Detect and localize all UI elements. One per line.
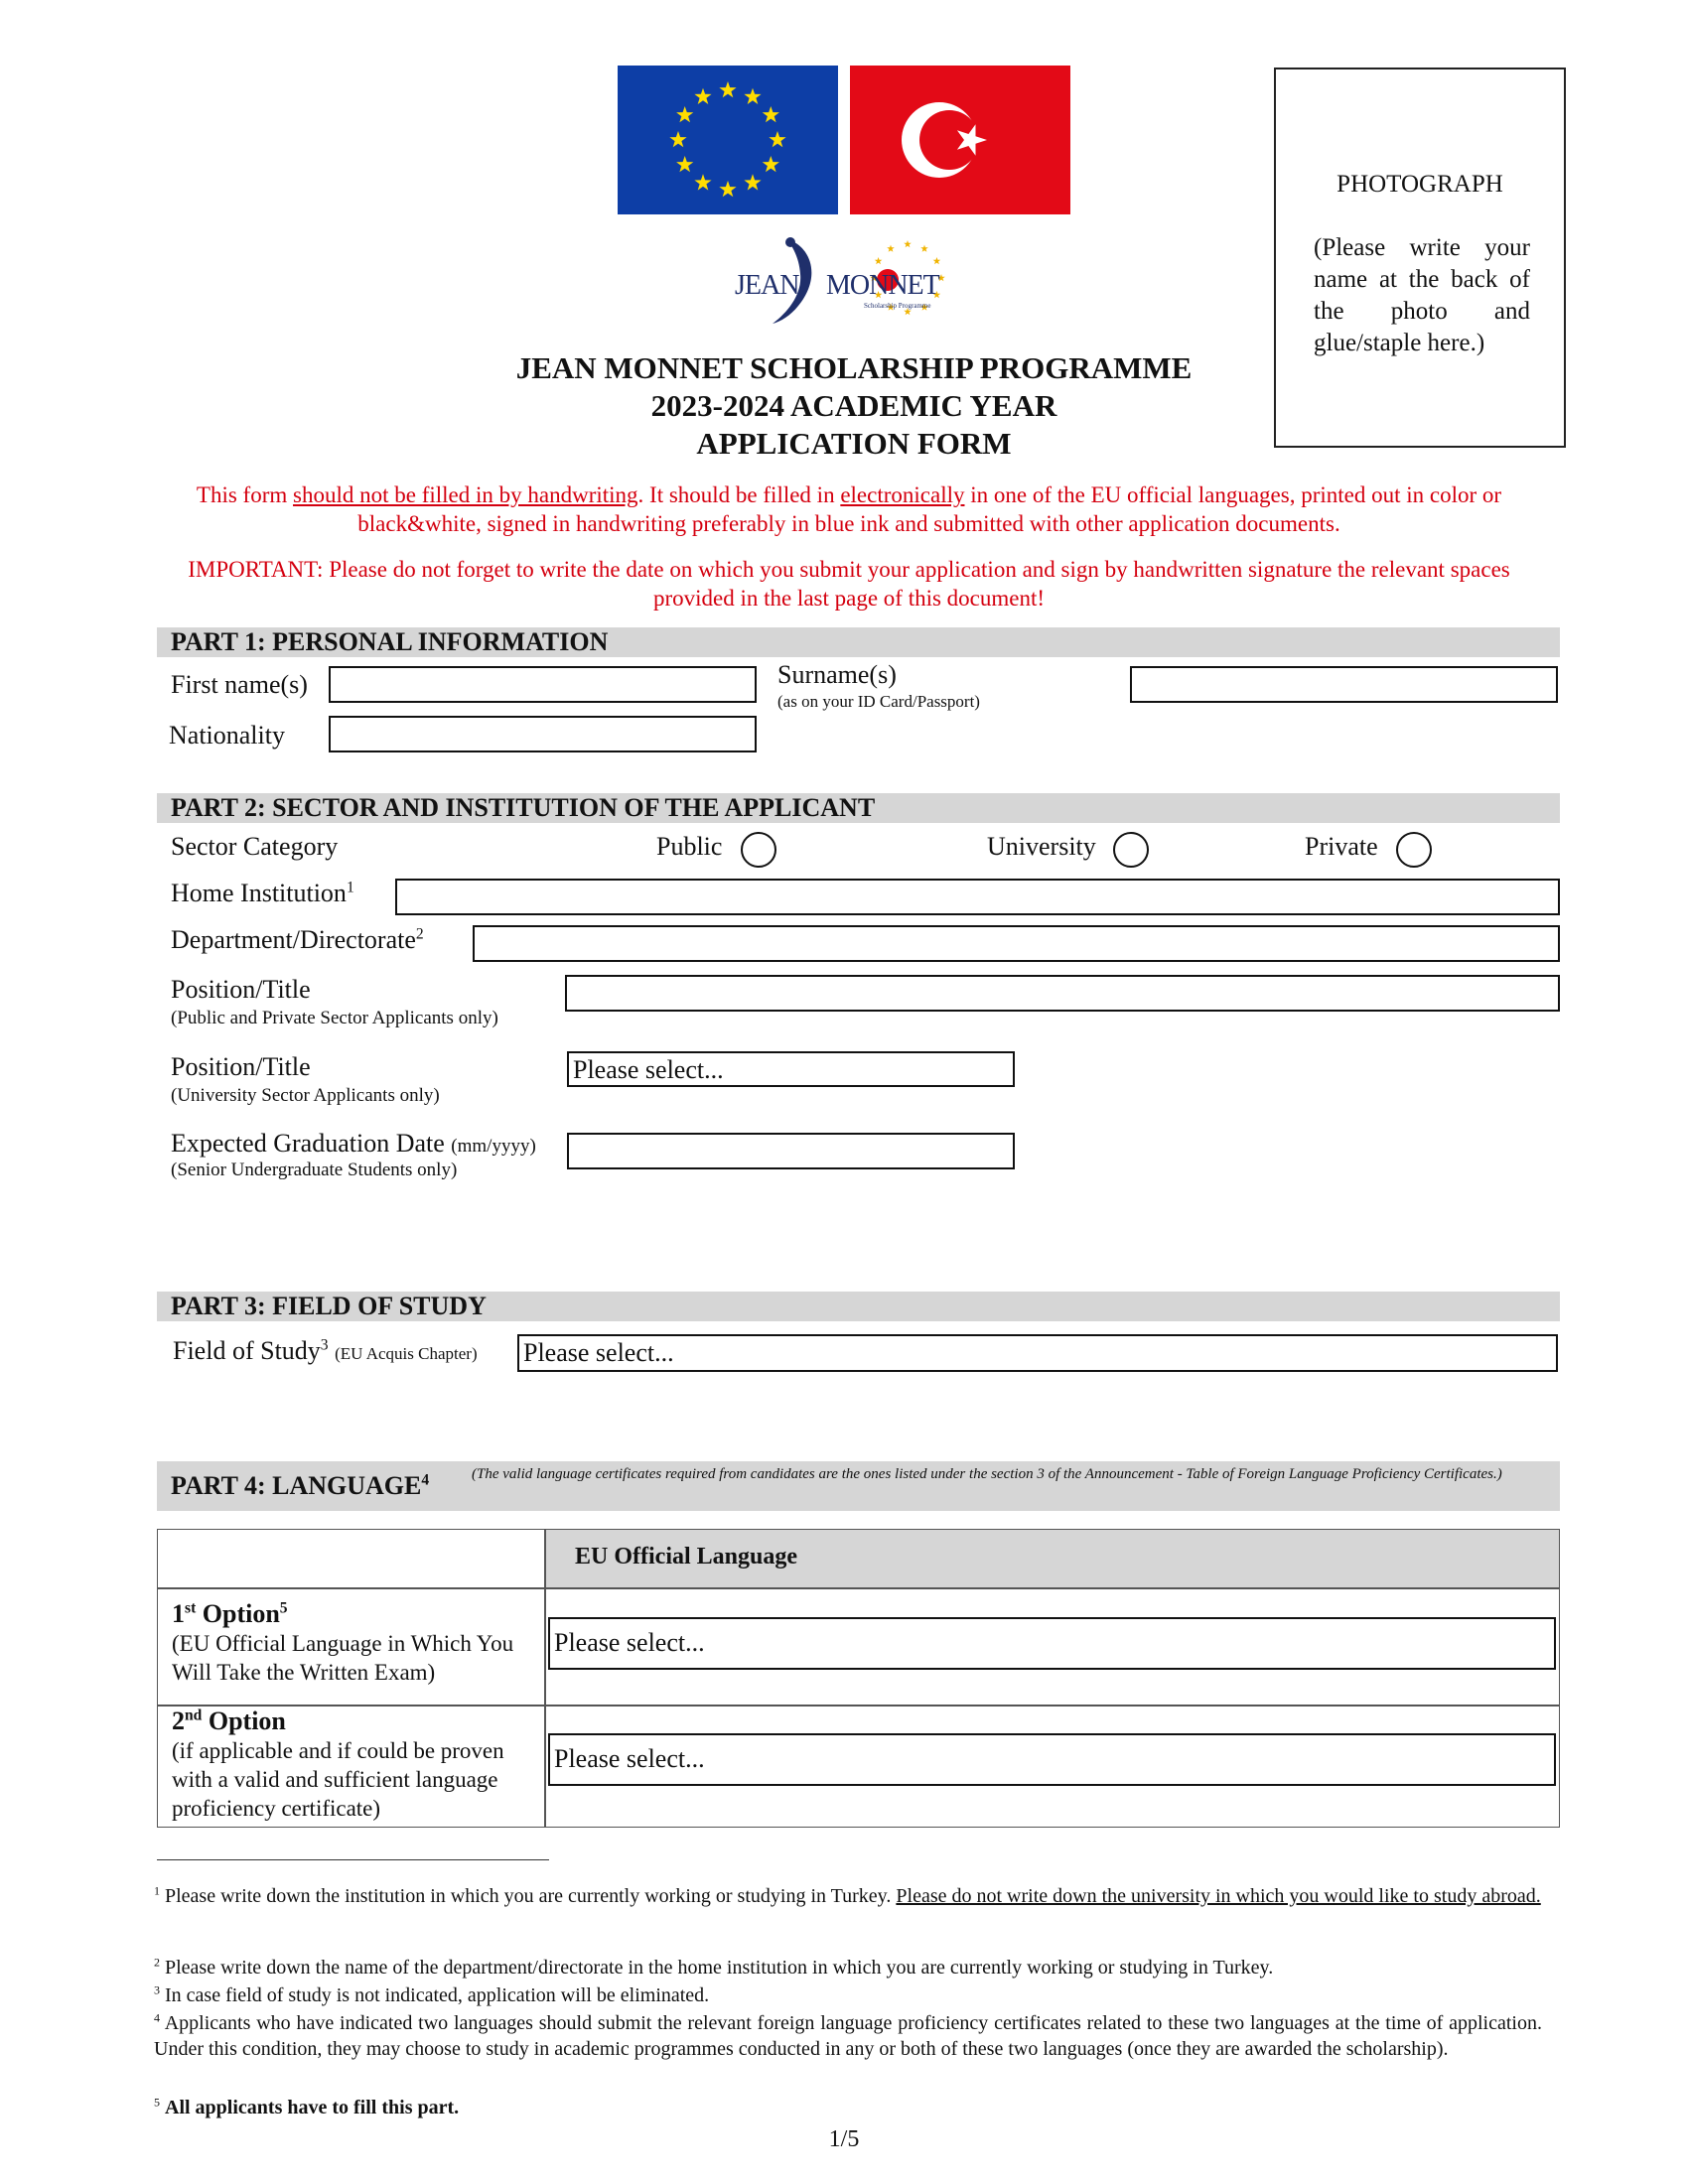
option2-language-select[interactable]: Please select... [548, 1733, 1556, 1786]
field-of-study-text: Field of Study [173, 1336, 321, 1365]
home-institution-label [171, 879, 354, 908]
footnote-5-text: All applicants have to fill this part. [165, 2097, 460, 2118]
part3-heading: PART 3: FIELD OF STUDY [157, 1292, 1560, 1321]
option1-ordinal: st [185, 1599, 197, 1617]
field-of-study-label [173, 1336, 478, 1369]
title-line-2: 2023-2024 ACADEMIC YEAR [650, 388, 1057, 423]
footnote-4-text: Applicants who have indicated two languages should submit the relevant foreign language proficiency certificates related to these two languages at the time of application. Under this condition, they may choose to study in academic programmes conducted in any or both of these two languages (once they are awarded the scholarship). [154, 2012, 1542, 2060]
option1-title [172, 1599, 288, 1628]
footnote-3-text: In case field of study is not indicated, application will be eliminated. [165, 1984, 710, 2006]
option2-title-text: Option [202, 1706, 286, 1735]
footnote-4 [154, 2010, 1542, 2062]
footnote-1-underlined: Please do not write down the university in which you would like to study abroad. [896, 1885, 1541, 1907]
photo-note: (Please write your name at the back of the photo and glue/staple here.) [1314, 234, 1530, 356]
table-divider [544, 1530, 546, 1827]
title-line-1: JEAN MONNET SCHOLARSHIP PROGRAMME [515, 350, 1193, 385]
footnote-separator [157, 1859, 549, 1860]
footnote-5-number: 5 [154, 2095, 160, 2110]
university-position-select[interactable]: Please select... [567, 1051, 1015, 1087]
important-notice: IMPORTANT: Please do not forget to write the date on which you submit your application and sign by handwritten signature the relevant spaces provided in the last page of this document! [188, 557, 1510, 611]
option2-description: (if applicable and if could be proven with a valid and sufficient language proficiency certificate) [172, 1738, 504, 1821]
option2-cell [172, 1706, 539, 1823]
first-name-input[interactable] [329, 666, 757, 703]
notice-underline-handwriting: should not be filled in by handwriting [293, 482, 638, 507]
footnote-ref-3: 3 [320, 1336, 329, 1354]
graduation-date-note: (Senior Undergraduate Students only) [171, 1160, 458, 1180]
nationality-input[interactable] [329, 716, 757, 752]
sector-university-label: University [987, 832, 1096, 861]
sector-public-radio[interactable] [741, 832, 776, 868]
department-input[interactable] [473, 925, 1560, 962]
logo-subtext: Scholarship Programme [864, 302, 931, 310]
department-label [171, 925, 424, 955]
option2-ordinal: nd [185, 1706, 203, 1724]
logo-star-icon [933, 257, 941, 264]
option2-title [172, 1706, 286, 1735]
footnote-ref-4: 4 [421, 1471, 430, 1489]
notice-text: . It should be filled in [637, 482, 841, 507]
page-number: 1/5 [828, 2126, 860, 2152]
part1-heading: PART 1: PERSONAL INFORMATION [157, 627, 1560, 657]
sector-public-label: Public [656, 832, 723, 861]
title-line-3: APPLICATION FORM [696, 426, 1012, 461]
position-title-label: Position/Title [171, 975, 311, 1004]
option1-description: (EU Official Language in Which You Will Take the Written Exam) [172, 1631, 514, 1685]
option1-language-select[interactable]: Please select... [548, 1617, 1556, 1670]
photo-title: PHOTOGRAPH [1336, 171, 1503, 198]
footnote-1-text: Please write down the institution in which you are currently working or studying in Turkey. [165, 1885, 897, 1907]
home-institution-text: Home Institution [171, 879, 347, 907]
language-column-header: EU Official Language [575, 1544, 798, 1570]
footnote-ref-5: 5 [279, 1599, 288, 1617]
option2-number: 2 [172, 1706, 185, 1735]
table-divider [158, 1587, 1559, 1589]
home-institution-input[interactable] [395, 879, 1560, 915]
language-table [157, 1529, 1560, 1828]
footnote-5 [154, 2095, 1542, 2121]
position-title-input[interactable] [565, 975, 1560, 1012]
position-title-note: (Public and Private Sector Applicants only) [171, 1008, 498, 1028]
graduation-date-label [171, 1129, 536, 1159]
footnote-1-number: 1 [154, 1883, 160, 1898]
sector-private-radio[interactable] [1396, 832, 1432, 868]
logo-star-icon [904, 240, 912, 247]
footnote-4-number: 4 [154, 2010, 160, 2025]
first-name-label: First name(s) [171, 670, 308, 699]
footnote-ref-1: 1 [346, 879, 354, 896]
part2-heading: PART 2: SECTOR AND INSTITUTION OF THE APPLICANT [157, 793, 1560, 823]
notice-text: This form [196, 482, 294, 507]
surname-note: (as on your ID Card/Passport) [777, 692, 980, 711]
footnote-ref-2: 2 [415, 925, 424, 943]
footnote-2-number: 2 [154, 1955, 160, 1970]
footnote-3 [154, 1982, 1542, 2009]
surname-label: Surname(s) [777, 660, 897, 689]
turkish-flag-icon [850, 66, 1070, 214]
notice-text: in one of the EU official languages, printed out in color or black&white, signed in handwriting preferably in blue ink and submitted with other application documents. [357, 482, 1502, 536]
graduation-date-format: (mm/yyyy) [451, 1136, 536, 1157]
graduation-date-text: Expected Graduation Date [171, 1129, 445, 1158]
footnote-2-text: Please write down the name of the department/directorate in the home institution in which you are currently working or studying in Turkey. [165, 1957, 1274, 1979]
part4-heading: PART 4: LANGUAGE [171, 1471, 422, 1500]
department-text: Department/Directorate [171, 925, 416, 954]
jean-monnet-logo [733, 234, 961, 334]
field-of-study-select[interactable]: Please select... [517, 1334, 1558, 1372]
option1-title-text: Option [196, 1599, 280, 1628]
logo-star-icon [875, 257, 883, 264]
footnote-1 [154, 1879, 1542, 1914]
logo-star-icon [887, 245, 895, 252]
sector-category-label: Sector Category [171, 832, 339, 861]
graduation-date-input[interactable] [567, 1133, 1015, 1169]
logo-text-monnet: MONNET [826, 270, 939, 301]
footnote-2 [154, 1955, 1542, 1981]
logo-text-jean: JEAN [735, 270, 799, 301]
footnote-3-number: 3 [154, 1982, 160, 1997]
logo-star-icon [920, 245, 928, 252]
surname-input[interactable] [1130, 666, 1558, 703]
university-position-note: (University Sector Applicants only) [171, 1085, 440, 1106]
field-of-study-note: (EU Acquis Chapter) [335, 1344, 478, 1363]
part4-heading-note: (The valid language certificates required from candidates are the ones listed under the section 3 of the Announcement - Table of Foreign Language Proficiency Certificates.) [472, 1466, 1502, 1482]
university-position-label: Position/Title [171, 1052, 311, 1081]
sector-private-label: Private [1305, 832, 1378, 861]
nationality-label: Nationality [169, 721, 285, 750]
eu-flag-icon [618, 66, 838, 214]
option1-number: 1 [172, 1599, 185, 1628]
option1-cell [172, 1599, 539, 1687]
sector-university-radio[interactable] [1113, 832, 1149, 868]
notice-underline-electronically: electronically [840, 482, 965, 507]
notice-paragraph [154, 480, 1544, 538]
